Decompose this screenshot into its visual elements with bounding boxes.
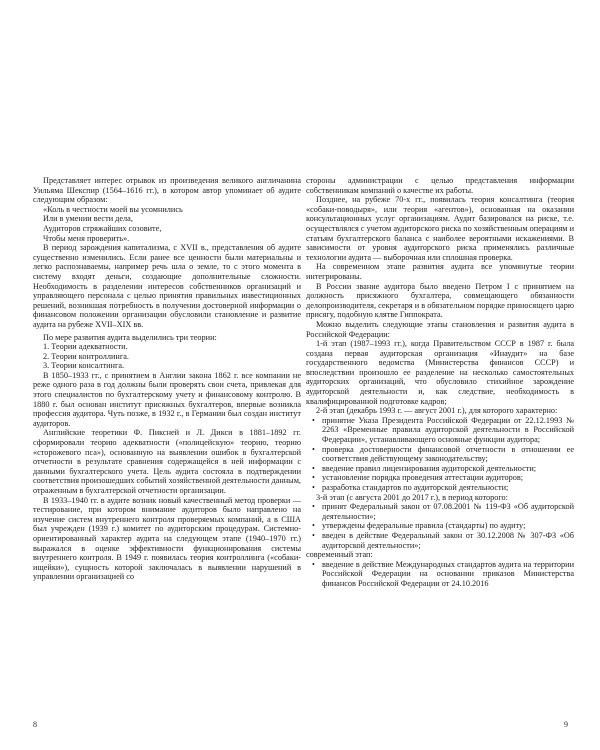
paragraph: стороны администрации с целью представления информации собственникам компаний о качестве их работы. bbox=[306, 176, 574, 195]
paragraph: 2-й этап (декабрь 1993 г. — август 2001 г.), для которого характерно: bbox=[316, 406, 558, 416]
paragraph: По мере развития аудита выделились три теории: bbox=[43, 332, 217, 342]
stage-item: • принят Федеральный закон от 07.08.2001 № 119-ФЗ «Об аудиторской деятельности»; bbox=[306, 502, 574, 521]
verse-line: Или в умении вести дела, bbox=[43, 214, 133, 224]
verse-line: Чтобы меня проверить». bbox=[43, 233, 130, 243]
paragraph: В 1850–1933 гг., с принятием в Англии закона 1862 г. все компании не реже одного раза в год должны были проверять свои счета, привлекая для этого специалистов по бухгалтерскому учету и финансовому контролю. В 1880 г. был основан институт присяжных бухгалтеров, впервые возникла профессия аудитора. Чуть позже, в 1932 г., в Германии был создан институт аудиторов. bbox=[33, 370, 301, 428]
theory-item: 1. Теории адекватности. bbox=[43, 342, 128, 352]
stage-item: • введение в действие Международных стандартов аудита на территории Российской Федерации на основании приказов Министерства финансов Российской Федерации от 24.10.2016 bbox=[306, 560, 574, 589]
paragraph: современный этап: bbox=[306, 550, 373, 560]
page-number: 8 bbox=[33, 720, 37, 729]
paragraph: Английские теоретики Ф. Пиксней и Л. Дикси в 1881–1892 гг. сформировали теорию адекватности («полицейскую» теорию, теорию «сторожевого пса»), основанную на выявлении ошибок в бухгалтерской отчетности в результате сравнения содержащейся в ней информации с данными бухгалтерского учета. Цель аудита состояла в подтверждении соответствия произошедших событий хозяйственной деятельности данным, отраженным в бухгалтерской отчетности организации. bbox=[33, 428, 301, 495]
paragraph: В России звание аудитора было введено Петром I с принятием на должность присяжного бухгалтера, совмещающего обязанности делопроизводителя, секретаря и в обязательном порядке приносящего царю присягу, подобную клятве Гиппократа. bbox=[306, 281, 574, 320]
verse-quote bbox=[33, 205, 301, 243]
paragraph: 3-й этап (с августа 2001 до 2017 г.), в период которого: bbox=[316, 492, 508, 502]
right-page bbox=[306, 176, 574, 589]
stage-item: • введение правил лицензирования аудиторской деятельности; bbox=[306, 464, 574, 474]
stage-item: • утверждены федеральные правила (стандарты) по аудиту; bbox=[306, 521, 574, 531]
stage-item: • разработка стандартов по аудиторской деятельности; bbox=[306, 483, 574, 493]
paragraph: В 1933–1940 гг. в аудите возник новый качественный метод проверки — тестирование, при котором внимание аудиторов было направлено на изучение систем внутреннего контроля проверяемых компаний, а в США был учрежден (1939 г.) комитет по аудиторским процедурам. Системно-ориентированный характер аудита на следующем этапе (1940–1970 гг.) выражался в оценке эффективности функционирования системы внутреннего контроля. В 1949 г. появилась теория контроллинга («собаки-ищейки»), сущность которой заключалась в выявлении нарушений в управлении организацией со bbox=[33, 495, 301, 582]
stage-item: • принятие Указа Президента Российской Федерации от 22.12.1993 № 2263 «Временные правила аудиторской деятельности в Российской Федерации», устанавливающего основные функции аудитора; bbox=[306, 416, 574, 445]
paragraph: В период зарождения капитализма, с XVII в., представления об аудите существенно изменились. Если ранее все ценности были материальны и легко распознаваемы, например речь шла о земле, то с этого момента в систему входят деньги, создающие дополнительные сложности. Необходимость в разделении интересов собственников организаций и управляющего персонала с целью принятия правильных инвестиционных решений, возникшая потребность в получении достоверной информации о финансовом положении организации обусловили становление и развитие аудита на рубеже XVII–XIX вв. bbox=[33, 243, 301, 329]
paragraph: На современном этапе развития аудита все упомянутые теории интегрированы. bbox=[306, 262, 574, 281]
theory-item: 3. Теории консалтинга. bbox=[43, 361, 125, 371]
verse-line: Аудиторов стряжайших созовите, bbox=[43, 223, 162, 233]
paragraph: Можно выделить следующие этапы становления и развития аудита в Российской Федерации: bbox=[306, 319, 574, 339]
theory-item: 2. Теории контроллинга. bbox=[43, 351, 129, 361]
stage-item: • установление порядка проведения аттестации аудиторов; bbox=[306, 473, 574, 483]
stage-item: • введен в действие Федеральный закон от 30.12.2008 № 307-ФЗ «Об аудиторской деятельности»; bbox=[306, 531, 574, 550]
stage-item: • проверка достоверности финансовой отчетности в отношении ее соответствия действующему законодательству; bbox=[306, 445, 574, 464]
paragraph: Представляет интерес отрывок из произведения великого англичанина Уильяма Шекспир (1564–1616 гг.), в котором автор упоминает об аудите следующим образом: bbox=[33, 176, 301, 205]
left-page bbox=[33, 176, 301, 582]
paragraph: 1-й этап (1987–1993 гг.), когда Правительством СССР в 1987 г. была создана первая аудиторская организация «Инаудит» на базе государственного ведомства (Министерства финансов СССР) и впоследствии произошло ее разделение на несколько самостоятельных аудиторских организаций, что обусловило стихийное зарождение аудиторской деятельности и, как следствие, необходимость в квалифицированной подготовке кадров; bbox=[306, 339, 574, 406]
verse-line: «Коль в честности моей вы усомнились bbox=[43, 204, 183, 214]
paragraph: Позднее, на рубеже 70-х гг., появилась теория консалтинга (теория «собаки-поводыря», или теория «агентов»), основанная на оказании консультационных услуг организациям. Аудит базировался на риске, т.е. осуществлялся с учетом аудиторского риска по хозяйственным операциям и статьям бухгалтерского баланса с наиболее вероятными искажениями. В зависимости от уровня аудиторского риска применялись различные технологии аудита — выборочная или сплошная проверка. bbox=[306, 195, 574, 262]
page-number: 9 bbox=[564, 720, 568, 729]
